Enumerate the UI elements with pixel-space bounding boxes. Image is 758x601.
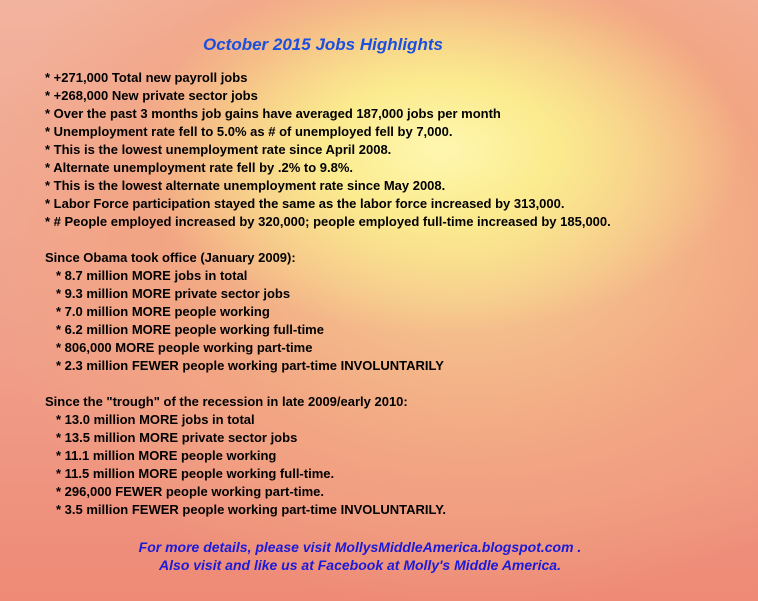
spacer bbox=[45, 231, 611, 249]
list-item: * 2.3 million FEWER people working part-time INVOLUNTARILY bbox=[56, 358, 444, 373]
list-item: * 8.7 million MORE jobs in total bbox=[56, 268, 248, 283]
trough-section bbox=[45, 393, 611, 519]
footer-blog-link: For more details, please visit MollysMiddleAmerica.blogspot.com . bbox=[138, 539, 582, 555]
list-item: * 11.1 million MORE people working bbox=[56, 448, 277, 463]
highlights-list bbox=[45, 69, 611, 231]
spacer bbox=[45, 375, 611, 393]
footer bbox=[0, 538, 720, 574]
highlight-item: * Labor Force participation stayed the same as the labor force increased by 313,000. bbox=[45, 196, 565, 211]
page-title: October 2015 Jobs Highlights bbox=[203, 35, 443, 54]
highlight-item: * This is the lowest alternate unemployment rate since May 2008. bbox=[45, 178, 446, 193]
list-item: * 6.2 million MORE people working full-time bbox=[56, 322, 324, 337]
list-item: * 13.0 million MORE jobs in total bbox=[56, 412, 255, 427]
highlight-item: * Alternate unemployment rate fell by .2% to 9.8%. bbox=[45, 160, 353, 175]
highlight-item: * # People employed increased by 320,000; people employed full-time increased by 185,000. bbox=[45, 214, 611, 229]
list-item: * 806,000 MORE people working part-time bbox=[56, 340, 313, 355]
list-item: * 9.3 million MORE private sector jobs bbox=[56, 286, 291, 301]
list-item: * 7.0 million MORE people working bbox=[56, 304, 270, 319]
list-item: * 11.5 million MORE people working full-time. bbox=[56, 466, 335, 481]
obama-section bbox=[45, 249, 611, 375]
highlight-item: * This is the lowest unemployment rate since April 2008. bbox=[45, 142, 392, 157]
highlight-item: * +268,000 New private sector jobs bbox=[45, 88, 258, 103]
highlight-item: * Over the past 3 months job gains have averaged 187,000 jobs per month bbox=[45, 106, 501, 121]
content-block bbox=[45, 69, 611, 519]
list-item: * 3.5 million FEWER people working part-time INVOLUNTARILY. bbox=[56, 502, 447, 517]
highlight-item: * +271,000 Total new payroll jobs bbox=[45, 70, 248, 85]
footer-facebook-link: Also visit and like us at Facebook at Molly's Middle America. bbox=[159, 557, 561, 573]
highlight-item: * Unemployment rate fell to 5.0% as # of unemployed fell by 7,000. bbox=[45, 124, 453, 139]
list-item: * 296,000 FEWER people working part-time. bbox=[56, 484, 325, 499]
section-heading: Since Obama took office (January 2009): bbox=[45, 250, 296, 265]
section-heading: Since the "trough" of the recession in late 2009/early 2010: bbox=[45, 394, 408, 409]
list-item: * 13.5 million MORE private sector jobs bbox=[56, 430, 298, 445]
